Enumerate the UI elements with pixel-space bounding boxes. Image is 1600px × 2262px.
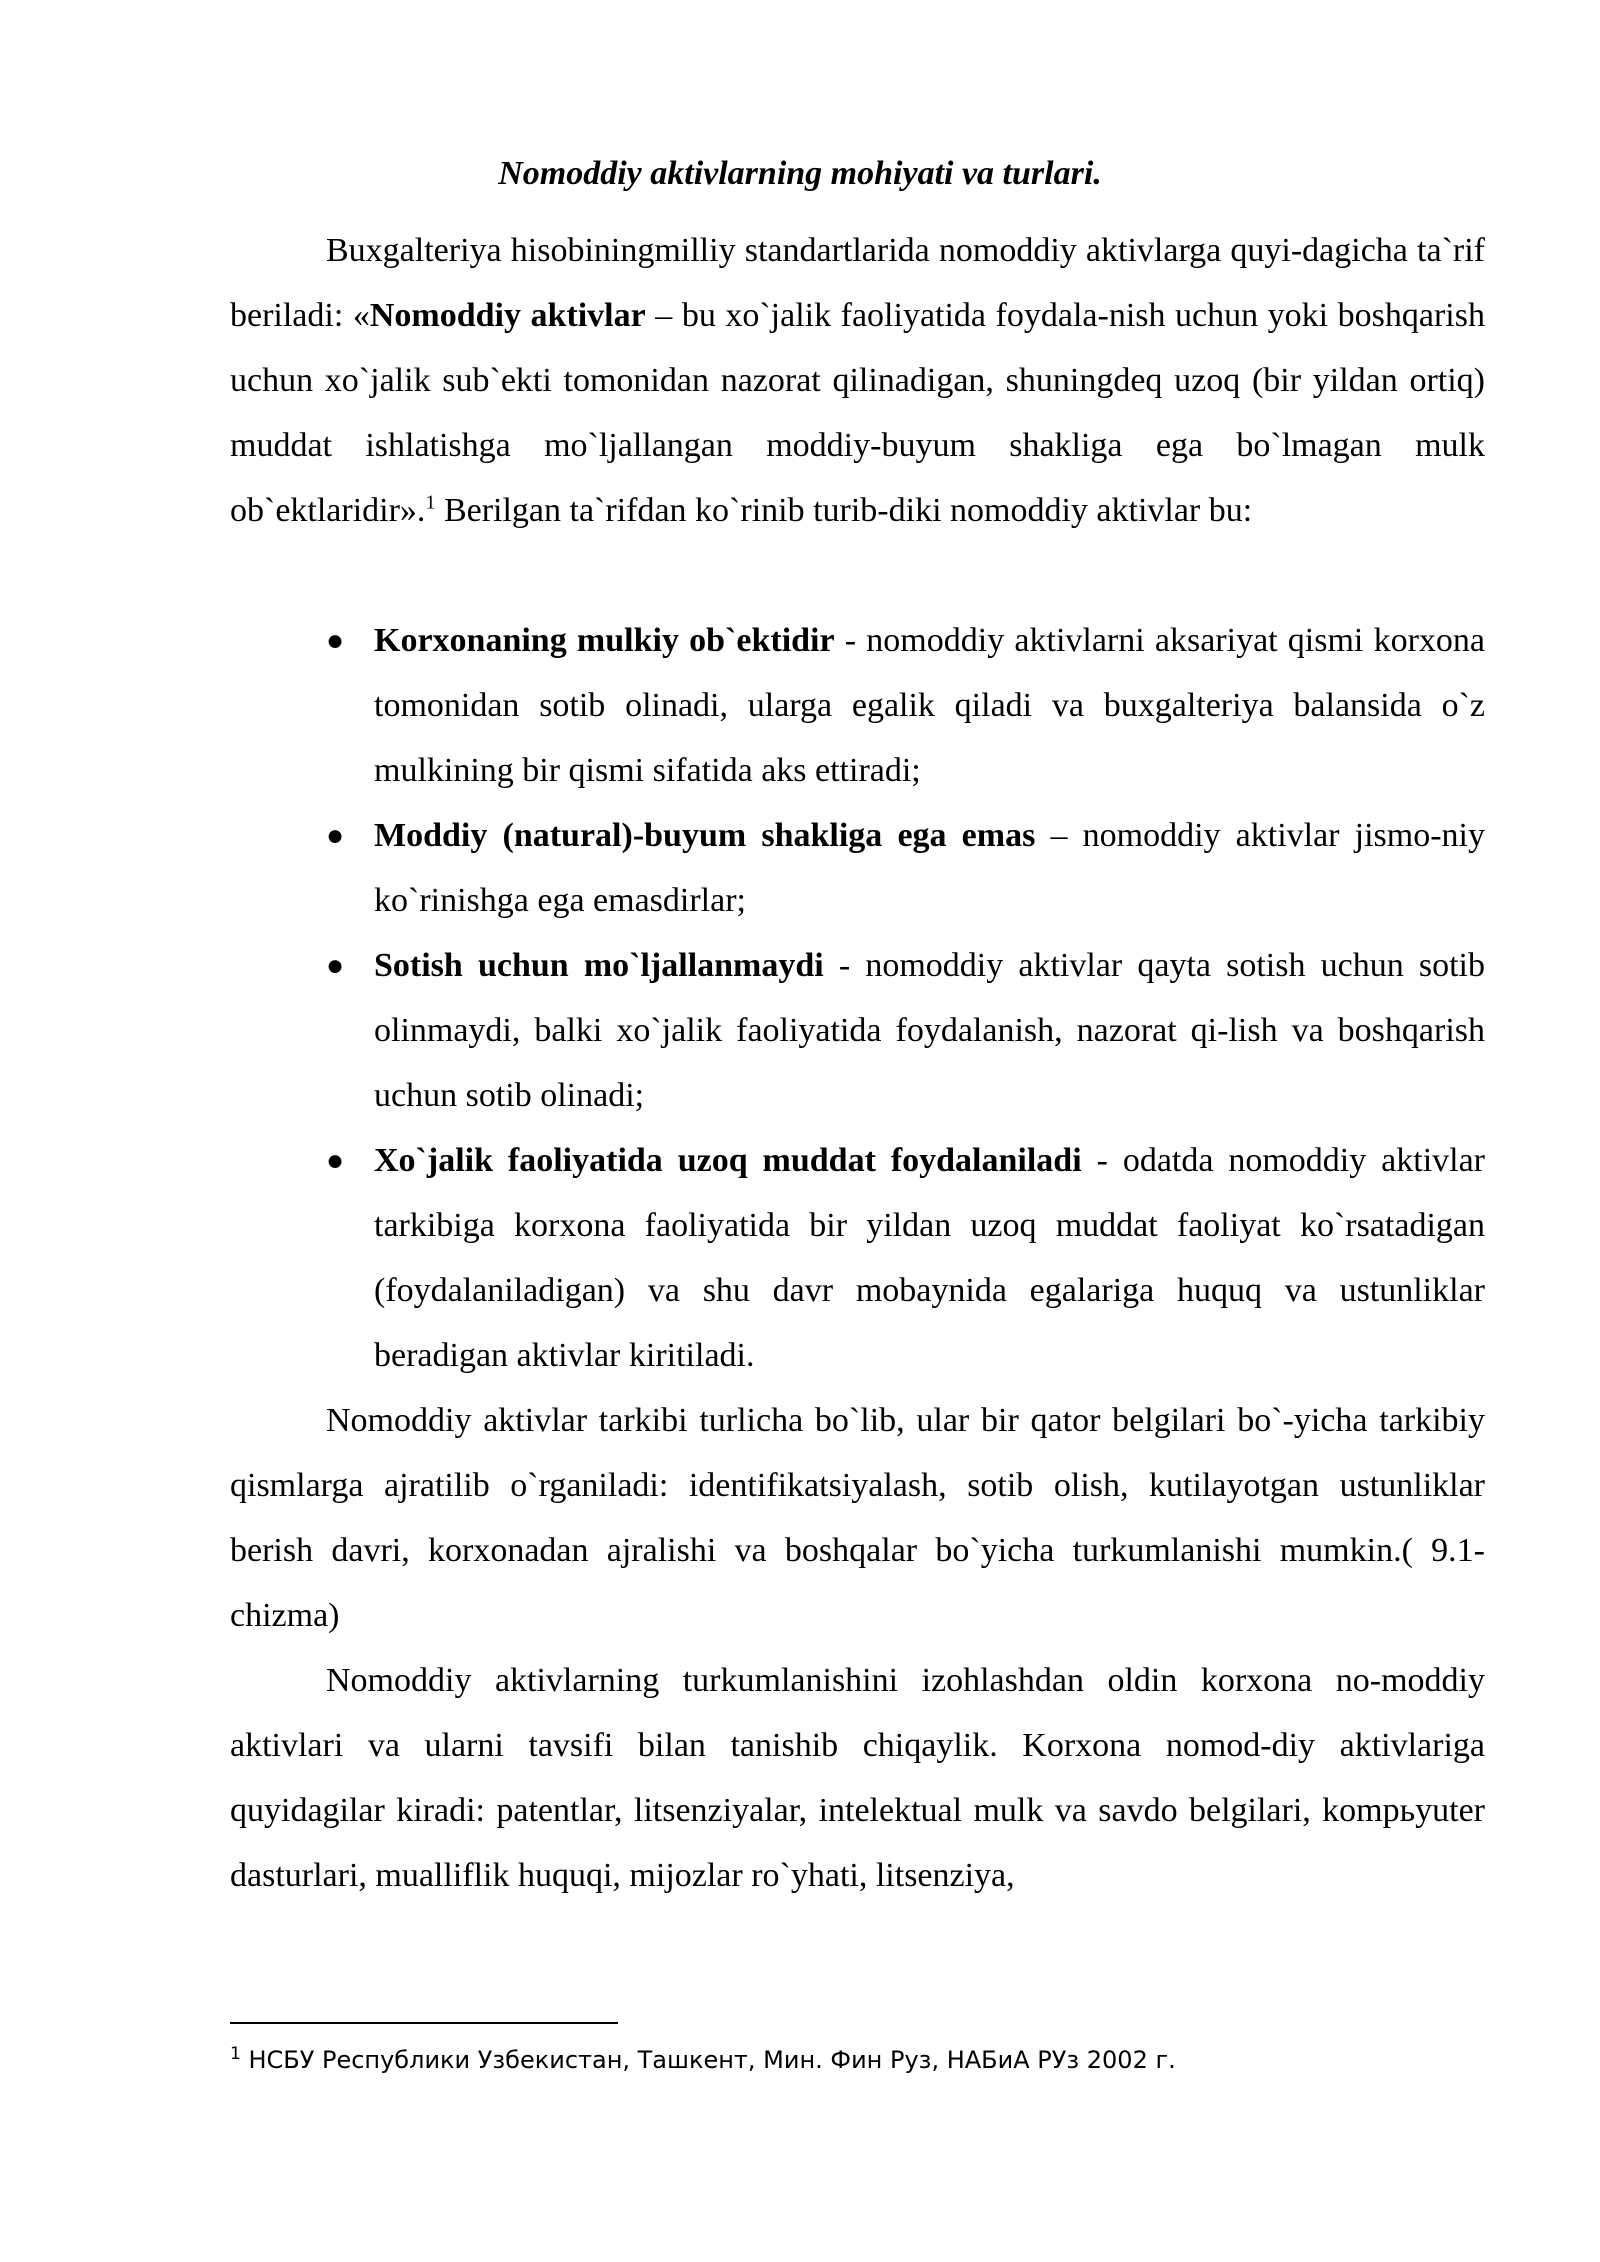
footnote-text: НСБУ Республики Узбекистан, Ташкент, Мин. Фин Руз, НАБиА РУз 2002 г. <box>240 2046 1176 2074</box>
list-item <box>230 933 1485 1128</box>
page-title: Nomoddiy aktivlarning mohiyati va turlari. <box>498 155 1102 192</box>
paragraph-text: Nomoddiy aktivlarning turkumlanishini izohlashdan oldin korxona no-moddiy aktivlari va ularni tavsifi bilan tanishib chiqaylik. Korxona nomod-diy aktivlariga quyidagilar kiradi: patentlar, litsenziyalar, intelektual mulk va savdo belgilari, kompьyuter dasturlari, mualliflik huquqi, mijozlar ro`yhati, litsenziya, <box>230 1662 1485 1894</box>
paragraph-text: Berilgan ta`rifdan ko`rinib turib-diki nomoddiy aktivlar bu: <box>435 492 1253 529</box>
paragraph-classification <box>230 1388 1485 1648</box>
bullet-icon: ● <box>326 624 345 657</box>
list-item-text: - nomoddiy aktivlar qayta sotish uchun sotib olinmaydi, balki xo`jalik faoliyatida foydalanish, nazorat qi-lish va boshqarish uchun sotib olinadi; <box>374 947 1485 1114</box>
footnote <box>230 2044 1430 2076</box>
bullet-icon: ● <box>326 949 345 982</box>
footnote-reference[interactable]: 1 <box>425 491 436 514</box>
bold-term: Moddiy (natural)-buyum shakliga ega emas <box>374 817 1036 854</box>
bullet-list <box>230 608 1485 1388</box>
bold-term: Xo`jalik faoliyatida uzoq muddat foydalaniladi <box>374 1142 1082 1179</box>
footnote-number: 1 <box>230 2044 241 2064</box>
bullet-icon: ● <box>326 1144 345 1177</box>
list-item <box>230 608 1485 803</box>
paragraph-definition <box>230 218 1485 543</box>
list-item <box>230 1128 1485 1388</box>
footnote-divider <box>230 2022 618 2024</box>
paragraph-text: – bu xo`jalik faoliyatida foydala-nish uchun yoki boshqarish uchun xo`jalik sub`ekti tomonidan nazorat qilinadigan, shuningdeq uzoq (bir yildan ortiq) muddat ishlatishga mo`ljallangan moddiy-buyum shakliga ega bo`lmagan mulk ob`ektlaridir». <box>230 297 1485 529</box>
list-item-text: - odatda nomoddiy aktivlar tarkibiga korxona faoliyatida bir yildan uzoq muddat faoliyat ko`rsatadigan (foydalaniladigan) va shu davr mobaynida egalariga huquq va ustunliklar beradigan aktivlar kiritiladi. <box>374 1142 1486 1374</box>
bullet-icon: ● <box>326 819 345 852</box>
bold-term: Sotish uchun mo`ljallanmaydi <box>374 947 824 984</box>
list-item <box>230 803 1485 933</box>
paragraph-text: Nomoddiy aktivlar tarkibi turlicha bo`lib, ular bir qator belgilari bo`-yicha tarkibiy qismlarga ajratilib o`rganiladi: identifikatsiyalash, sotib olish, kutilayotgan ustunliklar berish davri, korxonadan ajralishi va boshqalar bo`yicha turkumlanishi mumkin.( 9.1-chizma) <box>230 1402 1485 1634</box>
paragraph-text: Buxgalteriya hisobiningmilliy standartlarida nomoddiy aktivlarga quyi-dagicha ta`rif beriladi: « <box>230 232 1485 334</box>
list-item-text: – nomoddiy aktivlar jismo-niy ko`rinishga ega emasdirlar; <box>374 817 1485 919</box>
bold-term: Nomoddiy aktivlar <box>369 297 646 334</box>
paragraph-types <box>230 1648 1485 1908</box>
list-item-text: - nomoddiy aktivlarni aksariyat qismi korxona tomonidan sotib olinadi, ularga egalik qiladi va buxgalteriya balansida o`z mulkining bir qismi sifatida aks ettiradi; <box>374 622 1485 789</box>
bold-term: Korxonaning mulkiy ob`ektidir <box>374 622 835 659</box>
